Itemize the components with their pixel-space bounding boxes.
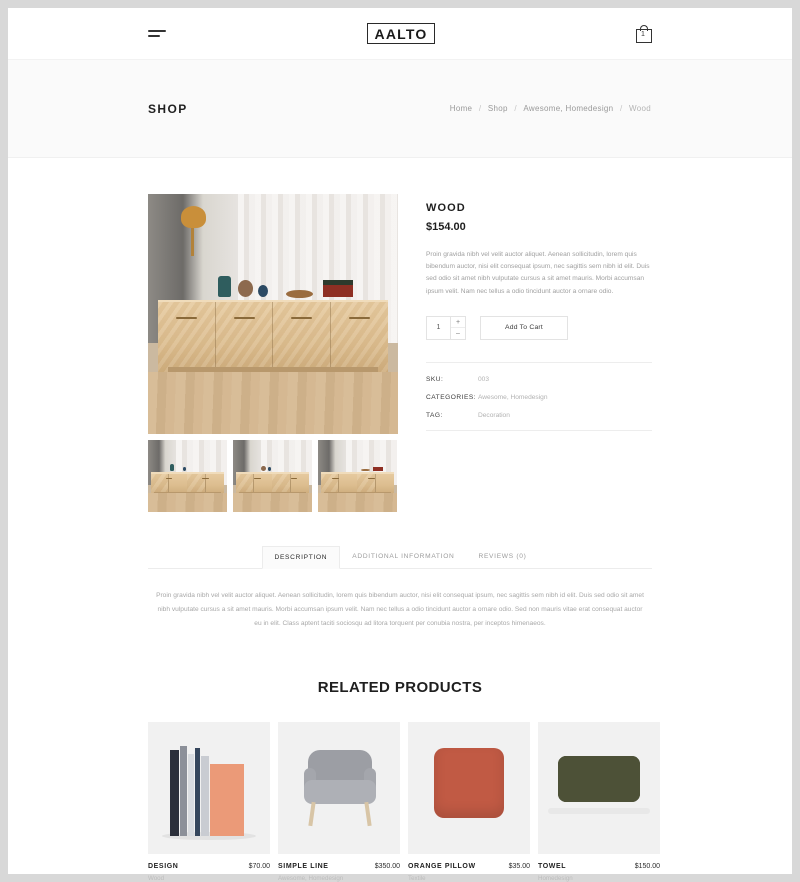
page-root: [8, 8, 792, 882]
tab-additional-information[interactable]: ADDITIONAL INFORMATION: [352, 553, 455, 560]
product-thumbnail[interactable]: [233, 440, 312, 512]
breadcrumb-separator: /: [514, 104, 517, 113]
product-card[interactable]: [538, 722, 660, 882]
product-description: Proin gravida nibh vel velit auctor aliquet. Aenean sollicitudin, lorem quis bibendum auctor, nisi elit consequat ipsum, nec sagittis sem nibh id elit. Duis sed odio sit amet nibh vulputate cursus a sit amet mauris. Morbi accumsan ipsum velit. Nam nec tellus a odio tincidunt auctor a ornare odio.: [426, 251, 650, 295]
meta-row-tag: [426, 412, 652, 419]
related-products-grid: [8, 722, 792, 882]
breadcrumb-item-categories[interactable]: Awesome, Homedesign: [523, 104, 614, 113]
hamburger-icon[interactable]: [148, 30, 166, 37]
product-card-name[interactable]: ORANGE PILLOW: [408, 862, 476, 870]
product-card-image[interactable]: [538, 722, 660, 854]
meta-value: 003: [478, 375, 490, 383]
site-header: [8, 8, 792, 60]
breadcrumb-item-shop[interactable]: Shop: [487, 104, 508, 113]
meta-key: SKU:: [426, 375, 444, 383]
product-card-price: $150.00: [634, 862, 660, 870]
product-card-price: $350.00: [374, 862, 400, 870]
product-card-image[interactable]: [408, 722, 530, 854]
product-card-image[interactable]: [148, 722, 270, 854]
meta-key: TAG:: [426, 411, 443, 419]
product-card[interactable]: [148, 722, 270, 882]
meta-row-categories: [426, 394, 652, 401]
product-tabs-section: [8, 512, 792, 631]
meta-row-sku: [426, 376, 652, 383]
product-card-category[interactable]: Awesome, Homedesign: [278, 874, 344, 882]
tab-reviews[interactable]: REVIEWS (0): [478, 553, 527, 560]
product-thumbnail[interactable]: [148, 440, 227, 512]
breadcrumb-item-home[interactable]: Home: [449, 104, 473, 113]
quantity-decrement[interactable]: –: [456, 329, 460, 337]
product-price: $154.00: [426, 221, 466, 233]
meta-divider: [426, 430, 652, 444]
quantity-stepper[interactable]: [426, 316, 466, 340]
product-card-category[interactable]: Wood: [148, 874, 165, 882]
product-tabs: [148, 546, 652, 569]
product-thumbnails: [148, 440, 398, 512]
breadcrumb-item-current: Wood: [629, 104, 651, 113]
quantity-value[interactable]: 1: [427, 317, 451, 339]
page-title: SHOP: [148, 101, 188, 116]
product-card-name[interactable]: DESIGN: [148, 862, 179, 870]
product-main-image[interactable]: [148, 194, 398, 434]
quantity-increment[interactable]: +: [451, 317, 465, 328]
product-gallery: [148, 194, 398, 512]
related-products-title: RELATED PRODUCTS: [317, 678, 483, 696]
product-meta: [426, 362, 652, 444]
product-card[interactable]: [408, 722, 530, 882]
books-illustration: [170, 740, 248, 836]
meta-value[interactable]: Decoration: [478, 411, 510, 419]
product-info: [426, 194, 652, 512]
product-card-category[interactable]: Homedesign: [538, 874, 573, 882]
product-card-name[interactable]: SIMPLE LINE: [278, 862, 329, 870]
product-card-price: $35.00: [508, 862, 530, 870]
product-card-name[interactable]: TOWEL: [538, 862, 567, 870]
product-thumbnail[interactable]: [318, 440, 397, 512]
breadcrumb: [449, 104, 652, 113]
shopping-bag-icon[interactable]: [636, 25, 652, 43]
breadcrumb-separator: /: [478, 104, 482, 113]
tab-description[interactable]: DESCRIPTION: [262, 546, 341, 569]
meta-key: CATEGORIES:: [426, 393, 477, 401]
site-logo[interactable]: AALTO: [367, 23, 436, 44]
page-band: [8, 60, 792, 158]
product-card-price: $70.00: [248, 862, 270, 870]
armchair-illustration: [304, 750, 376, 830]
product-card-image[interactable]: [278, 722, 400, 854]
cart-count: 1: [640, 30, 645, 38]
sideboard-scene: [148, 194, 398, 434]
pillow-illustration: [434, 748, 504, 818]
product-title: WOOD: [426, 202, 466, 214]
purchase-row: [426, 316, 652, 340]
product-card[interactable]: [278, 722, 400, 882]
product-card-category[interactable]: Textile: [408, 874, 426, 882]
breadcrumb-separator: /: [619, 104, 623, 113]
add-to-cart-button[interactable]: Add To Cart: [480, 316, 568, 340]
tab-panel-description: Proin gravida nibh vel velit auctor aliquet. Aenean sollicitudin, lorem quis bibendum auctor, nisi elit consequat ipsum, nec sagittis sem nibh id elit. Duis sed odio sit amet nibh vulputate cursus a sit amet mauris. Morbi accumsan ipsum velit. Nam nec tellus a odio tincidunt auctor a ornare odio. Sed non mauris vitae erat consequat auctor eu in elit. Class aptent taciti sociosqu ad litora torquent per conubia nostra, per inceptos himenaeos.: [156, 592, 644, 627]
product-section: [8, 158, 792, 512]
meta-value[interactable]: Awesome, Homedesign: [478, 393, 548, 401]
